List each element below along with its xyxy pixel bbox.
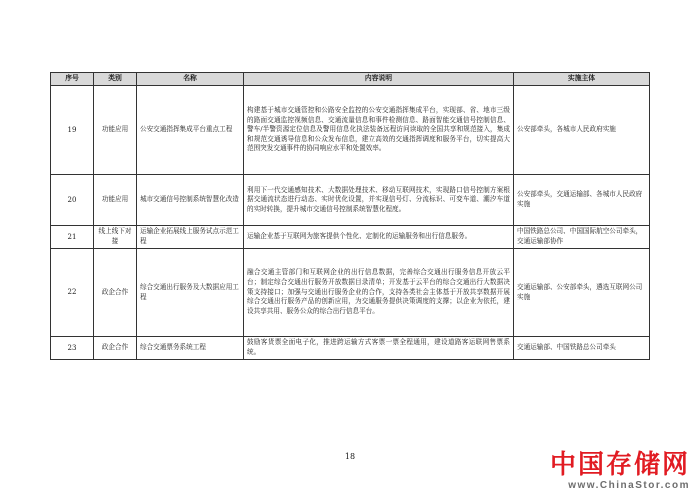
cell-content: 鼓励客货票全面电子化，推进跨运输方式客票一票全程通用，建设道路客运联网售票系统。 <box>244 337 514 360</box>
cell-category: 线上线下对接 <box>94 226 137 249</box>
project-table <box>50 72 650 360</box>
watermark-url: www.ChinaStor.com <box>568 480 690 491</box>
cell-content: 融合交通主管部门和互联网企业的出行信息数据，完善综合交通出行服务信息开放云平台；制定综合交通出行服务开放数据目录清单；开发基于云平台的综合交通出行大数据决策支持接口；加强与交通出行服务企业的合作，支持各类社会主体基于开放共享数据开展综合交通出行服务产品的创新应用，为交通服务提供决策调度的支撑；以企业为依托，建设共享共用、服务公众的综合出行信息平台。 <box>244 249 514 337</box>
cell-name: 综合交通出行服务及大数据应用工程 <box>137 249 244 337</box>
cell-no: 22 <box>51 249 94 337</box>
cell-no: 23 <box>51 337 94 360</box>
cell-category: 功能应用 <box>94 86 137 175</box>
cell-no: 21 <box>51 226 94 249</box>
table-row <box>51 175 650 226</box>
cell-content: 利用下一代交通感知技术、大数据处理技术、移动互联网技术，实现路口信号控制方案根据交通流状态进行动态、实时优化设置，并实现信号灯、分流标识、可变车道、潮汐车道的实时转换，提升城市交通信号控制系统智慧化程度。 <box>244 175 514 226</box>
cell-category: 功能应用 <box>94 175 137 226</box>
table-row <box>51 249 650 337</box>
cell-org: 公安部牵头，各城市人民政府实施 <box>514 86 650 175</box>
cell-no: 20 <box>51 175 94 226</box>
cell-name: 综合交通票务系统工程 <box>137 337 244 360</box>
cell-org: 中国铁路总公司、中国国际航空公司牵头，交通运输部协作 <box>514 226 650 249</box>
table-row <box>51 337 650 360</box>
table-header-row <box>51 73 650 86</box>
header-name: 名称 <box>137 73 244 86</box>
watermark-logo-text: 中国存储网 <box>549 450 690 480</box>
cell-org: 公安部牵头，交通运输部、各城市人民政府实施 <box>514 175 650 226</box>
cell-name: 城市交通信号控制系统智慧化改造 <box>137 175 244 226</box>
cell-category: 政企合作 <box>94 249 137 337</box>
header-category: 类别 <box>94 73 137 86</box>
cell-no: 19 <box>51 86 94 175</box>
cell-name: 运输企业拓展线上服务试点示范工程 <box>137 226 244 249</box>
cell-content: 构建基于城市交通管控和公路安全监控的公安交通指挥集成平台，实现部、省、地市三级的路面交通监控视频信息、交通流量信息和事件检测信息、路面智能交通信号控制信息、警车/半警资源定位信息及警用信息化执法装备远程访问读取的全国共享和规范接入，集成和规范交通诱导信息和公众发布信息，建立高效的交通指挥调度和服务平台，切实提高大范围突发交通事件的协同响应水平和处置效率。 <box>244 86 514 175</box>
table-row <box>51 86 650 175</box>
cell-content: 运输企业基于互联网为旅客提供个性化、定制化的运输服务和出行信息服务。 <box>244 226 514 249</box>
cell-name: 公安交通指挥集成平台重点工程 <box>137 86 244 175</box>
header-no: 序号 <box>51 73 94 86</box>
table-row <box>51 226 650 249</box>
cell-category: 政企合作 <box>94 337 137 360</box>
page-number: 18 <box>344 452 356 461</box>
header-content: 内容说明 <box>244 73 514 86</box>
header-org: 实施主体 <box>514 73 650 86</box>
cell-org: 交通运输部、公安部牵头，遴选互联网公司实施 <box>514 249 650 337</box>
cell-org: 交通运输部、中国铁路总公司牵头 <box>514 337 650 360</box>
